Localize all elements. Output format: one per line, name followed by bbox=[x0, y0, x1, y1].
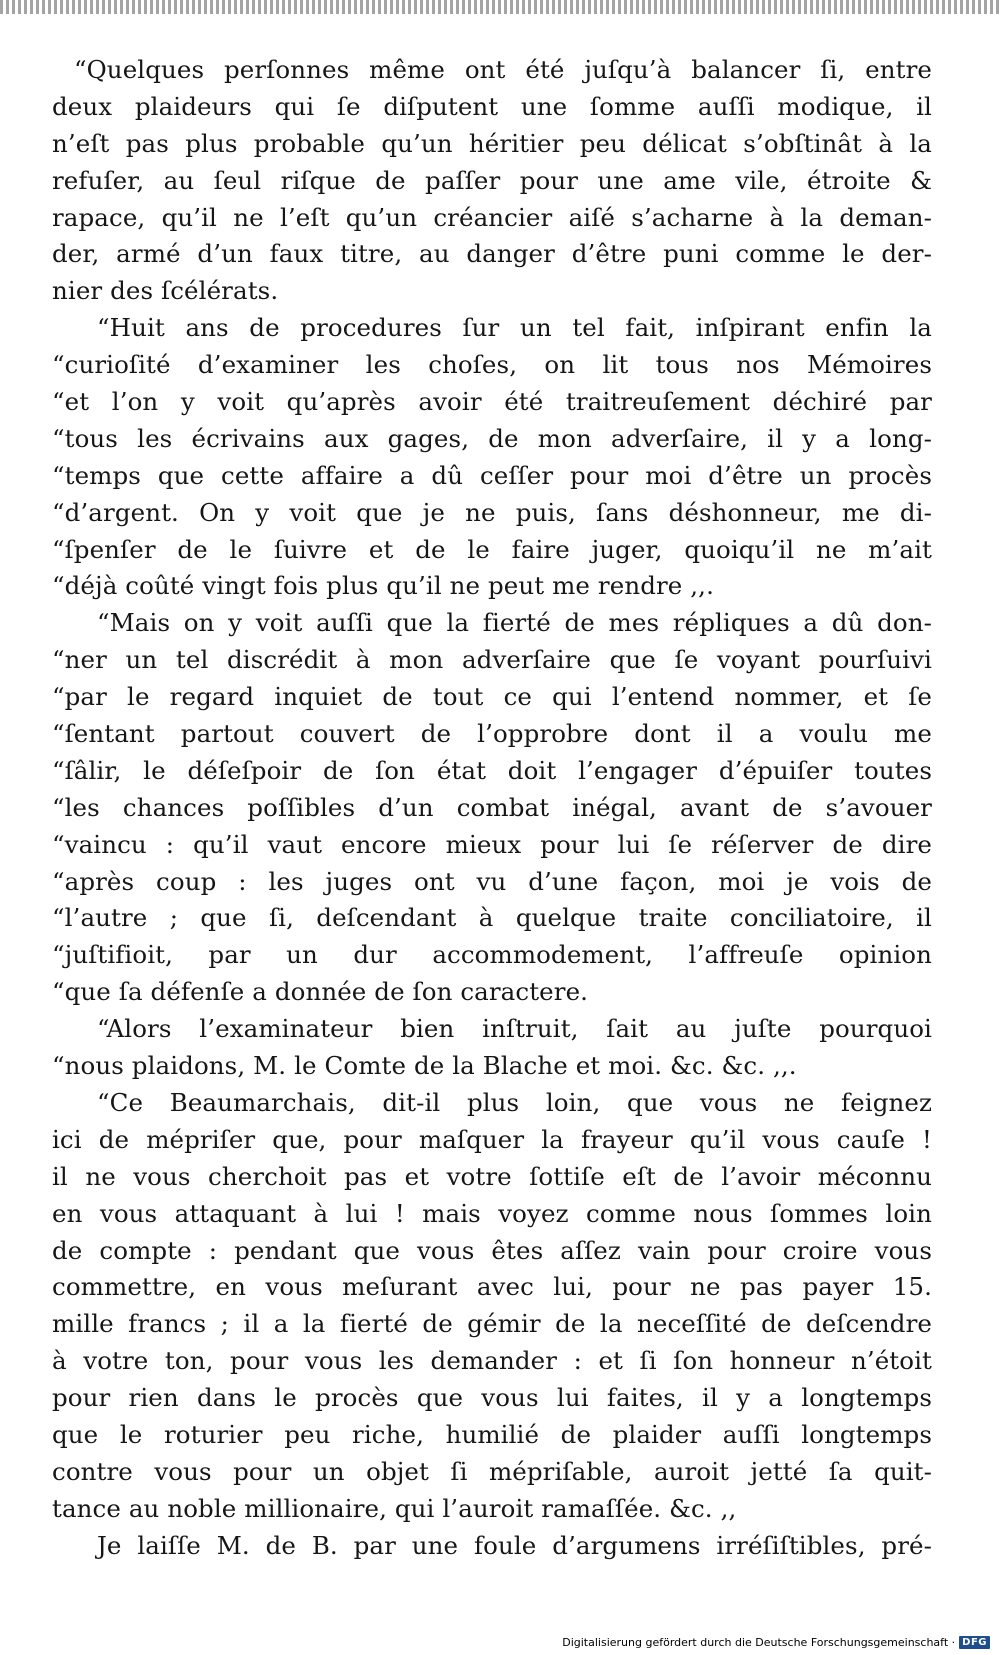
top-edge-rule bbox=[0, 0, 1000, 14]
text-line: contre vous pour un objet ſi mépriſable, auroit jetté ſa quit- bbox=[52, 1456, 932, 1486]
text-line: ici de mépriſer que, pour maſquer la frayeur qu’il vous cauſe ! bbox=[52, 1124, 932, 1154]
text-line: “ner un tel discrédit à mon adverſaire que ſe voyant pourſuivi bbox=[52, 645, 932, 675]
digitization-credit bbox=[562, 1636, 990, 1649]
text-line: mille francs ; il a la fierté de gémir de la neceſſité de deſcendre bbox=[52, 1309, 932, 1339]
text-line: “ſpenſer de le ſuivre et de le faire juger, quoiqu’il ne m’ait bbox=[52, 534, 932, 564]
text-line: “temps que cette affaire a dû ceſſer pour moi d’être un procès bbox=[52, 460, 932, 490]
text-line: nier des ſcélérats. bbox=[52, 276, 279, 306]
text-line: “vaincu : qu’il vaut encore mieux pour lui ſe réſerver de dire bbox=[52, 829, 932, 859]
text-line: “et l’on y voit qu’après avoir été traitreuſement déchiré par bbox=[52, 387, 932, 417]
text-line: “par le regard inquiet de tout ce qui l’entend nommer, et ſe bbox=[52, 682, 932, 712]
text-line: “Quelques perſonnes même ont été juſqu’à balancer ſi, entre bbox=[74, 55, 932, 84]
text-line: il ne vous cherchoit pas et votre ſottiſe eſt de l’avoir méconnu bbox=[52, 1161, 932, 1191]
text-line: “tous les écrivains aux gages, de mon adverſaire, il y a long- bbox=[52, 423, 932, 453]
text-line: “d’argent. On y voit que je ne puis, ſans déshonneur, me di- bbox=[52, 497, 932, 527]
page-text bbox=[52, 52, 932, 1565]
credit-text: Digitalisierung gefördert durch die Deutsche Forschungsgemeinschaft · bbox=[562, 1636, 956, 1649]
text-line: refuſer, au ſeul riſque de paſſer pour une ame vile, étroite & bbox=[52, 165, 932, 195]
text-line: que le roturier peu riche, humilié de plaider auſſi longtemps bbox=[52, 1419, 932, 1449]
text-line: en vous attaquant à lui ! mais voyez comme nous ſommes loin bbox=[52, 1198, 932, 1228]
text-line: de compte : pendant que vous êtes aſſez vain pour croire vous bbox=[52, 1235, 932, 1265]
text-line: Je laiſſe M. de B. par une foule d’argumens irréſiſtibles, pré- bbox=[97, 1530, 932, 1560]
dfg-logo-icon: DFG bbox=[959, 1636, 990, 1649]
text-line: “les chances poſſibles d’un combat inégal, avant de s’avouer bbox=[52, 792, 932, 822]
text-line: commettre, en vous meſurant avec lui, pour ne pas payer 15. bbox=[52, 1272, 932, 1302]
text-line: à votre ton, pour vous les demander : et ſi ſon honneur n’étoit bbox=[52, 1346, 932, 1376]
text-line: tance au noble millionaire, qui l’auroit ramaſſée. &c. ,, bbox=[52, 1493, 737, 1523]
text-line: deux plaideurs qui ſe diſputent une ſomme auſſi modique, il bbox=[52, 91, 932, 121]
text-line: “Ce Beaumarchais, dit-il plus loin, que vous ne feignez bbox=[97, 1087, 932, 1117]
text-line: pour rien dans le procès que vous lui faites, il y a longtemps bbox=[52, 1383, 932, 1413]
text-line: “après coup : les juges ont vu d’une façon, moi je vois de bbox=[52, 866, 932, 896]
text-line: “nous plaidons, M. le Comte de la Blache et moi. &c. &c. ,,. bbox=[52, 1051, 797, 1081]
text-line: “Huit ans de procedures ſur un tel fait, inſpirant enfin la bbox=[97, 313, 932, 343]
text-line: n’eſt pas plus probable qu’un héritier peu délicat s’obſtinât à la bbox=[52, 128, 932, 158]
text-line: “Alors l’examinateur bien inſtruit, ſait au juſte pourquoi bbox=[97, 1014, 932, 1044]
text-line: “ſentant partout couvert de l’opprobre dont il a voulu me bbox=[52, 719, 932, 749]
text-line: rapace, qu’il ne l’eſt qu’un créancier aiſé s’acharne à la deman- bbox=[52, 202, 932, 232]
text-line: “ſâlir, le déſeſpoir de ſon état doit l’engager d’épuiſer toutes bbox=[52, 755, 932, 785]
text-line: “déjà coûté vingt fois plus qu’il ne peut me rendre ,,. bbox=[52, 571, 714, 601]
text-line: “que ſa défenſe a donnée de ſon caractere. bbox=[52, 977, 589, 1007]
text-line: der, armé d’un faux titre, au danger d’être puni comme le der- bbox=[52, 239, 932, 269]
text-line: “juſtifioit, par un dur accommodement, l’affreuſe opinion bbox=[52, 940, 932, 970]
text-line: “l’autre ; que ſi, deſcendant à quelque traite conciliatoire, il bbox=[52, 903, 932, 933]
text-line: “Mais on y voit auſſi que la fierté de mes répliques a dû don- bbox=[97, 608, 932, 638]
text-line: “curioſité d’examiner les choſes, on lit tous nos Mémoires bbox=[52, 350, 932, 380]
